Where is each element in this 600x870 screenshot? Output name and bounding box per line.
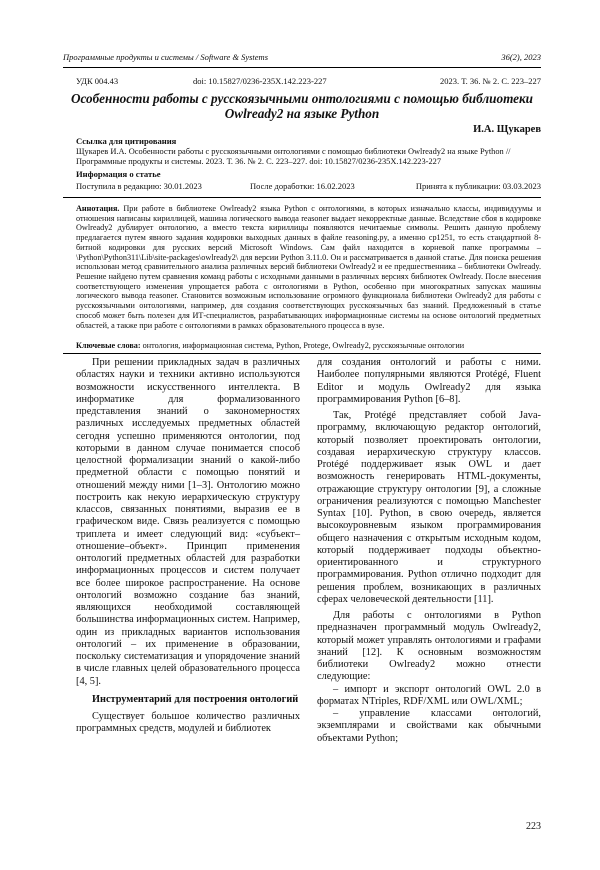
citation-text: Щукарев И.А. Особенности работы с русскоязычными онтологиями с помощью библиотеки Owlready2 на языке Python // Программные продукты и системы. 2023. Т. 36. № 2. С. 223–227. doi: 10.15827/0236-235X.142.223-227	[76, 147, 511, 167]
body-left-column	[76, 357, 300, 736]
keywords	[76, 341, 541, 350]
list-item: – управление классами онтологий, экземплярами и свойствами как обычными объектами Python;	[317, 708, 541, 744]
author: И.А. Щукарев	[473, 124, 541, 135]
accepted-date: Принята к публикации: 03.03.2023	[415, 181, 541, 191]
abstract-text: При работе в библиотеке Owlready2 языка Python с онтологиями, в которых изначально классы, индивидуумы и отношения написаны кириллицей, машина логического вывода reasoner выдает некорректные данные. Вследствие сбоя в кодировке Owlready2 дублирует онтологию, а вместо текста кириллицы появляются нечитаемые символы. Решить данную проблему предлагается путем явного задания кодировки выходных данных в файле reasoning.py, а именно cp1251, то есть стандартной 8-битной кодировки для русских версий Microsoft Windows. Сам файл находится в корневой папке программы – \Python\Python311\Lib\site-packages\owlready2\ для версии Python 3.11.0. Он и рассматривается в данной статье. Для поиска решения использован метод сравнительного анализа различных версий библиотеки Owlready2 и ее предшественника – библиотеки Owlready. Решение найдено путем сравнения команд работы с исходными данными в различных версиях библиотек Owlready. После внесения соответствующего изменения упрощается работа с онтологиями в Python, особенно при многократных запусках машины логического вывода reasoner. Становится возможным использование огромного функционала библиотеки Owlready2 для работы с русскоязычными онтологиями, например, для создания соответствующих русскоязычных баз знаний. Предложенный в статье способ может быть полезен для ИТ-специалистов, разрабатывающих информационные системы на основе онтологий предметных областей, а также при работе с онтологиями в рамках образовательного процесса в вузе.	[76, 204, 542, 330]
doi: doi: 10.15827/0236-235X.142.223-227	[193, 76, 327, 86]
volume-pages: 2023. Т. 36. № 2. С. 223–227	[440, 76, 541, 86]
body-right-column	[317, 357, 541, 745]
page-number: 223	[526, 821, 541, 832]
keywords-text: онтология, информационная система, Python, Protege, Owlready2, русскоязычные онтологии	[142, 341, 465, 350]
journal-issue: 36(2), 2023	[501, 52, 541, 62]
revised-date: После доработки: 16.02.2023	[250, 181, 355, 191]
paragraph: Для работы с онтологиями в Python предназначен программный модуль Owlready2, который может управлять онтологиями и графами знаний [12]. К основным возможностям библиотеки Owlready2 можно отнести следующие:	[317, 610, 541, 683]
paragraph: Существует большое количество различных программных средств, модулей и библиотек	[76, 711, 300, 735]
section-heading: Инструментарий для построения онтологий	[92, 693, 299, 705]
article-title: Особенности работы с русскоязычными онтологиями с помощью библиотеки Owlready2 на языке Python	[70, 91, 534, 121]
abstract-label: Аннотация.	[76, 204, 120, 213]
journal-header	[63, 52, 541, 62]
citation-heading: Ссылка для цитирования	[76, 136, 177, 146]
paragraph: для создания онтологий и работы с ними. Наиболее популярными являются Protégé, Fluent Editor и модуль Owlready2 для языка программирования Python [6–8].	[317, 357, 541, 405]
abstract-bottom-rule	[63, 353, 541, 354]
received-date: Поступила в редакцию: 30.01.2023	[76, 181, 202, 191]
paragraph: При решении прикладных задач в различных областях науки и техники активно используются возможности искусственного интеллекта. В информатике для формализованного представления знаний о закономерностях различных исследуемых предметных областей сегодня успешно применяются онтологии, под которыми в данном случае понимается способ целостной формализации знаний о какой-либо предметной области с помощью понятий и отношений между ними [1–3]. Онтологию можно построить как некую иерархическую структуру классов, связанных понятиями, выразив ее в графическом виде. Связь реализуется с помощью триплета и имеет следующий вид: «субъект–отношение–объект». Принцип применения онтологий предметных областей для разработки информационных процессов и систем получает все более широкое распространение. На основе онтологий возможно создание баз знаний, являющихся необходимой составляющей большинства информационных систем. Например, один из прикладных вариантов использования онтологий – их применение в образовании, поскольку систематизация и упорядочение знаний в числе главных целей образовательного процесса [4, 5].	[76, 357, 300, 687]
keywords-label: Ключевые слова:	[76, 341, 141, 350]
article-info-heading: Информация о статье	[76, 169, 161, 179]
abstract	[76, 204, 541, 330]
paragraph: Так, Protégé представляет собой Java-программу, включающую редактор онтологий, который позволяет проектировать онтологии, создавая иерархическую структуру классов. Protégé поддерживает язык OWL и дает возможность генерировать HTML-документы, отражающие структуру онтологии [9], а сложные ограничения реализуются с помощью Manchester Syntax [10]. Python, в свою очередь, является высокоуровневым языком программирования общего назначения с открытым исходным кодом, который поддерживает подходы объектно-ориентированного и структурного программирования. Python отлично подходит для решения проблем, возникающих в различных сферах человеческой деятельности [11].	[317, 410, 541, 605]
abstract-top-rule	[63, 197, 541, 198]
list-item: – импорт и экспорт онтологий OWL 2.0 в форматах NTriples, RDF/XML или OWL/XML;	[317, 683, 541, 707]
header-rule	[63, 67, 541, 68]
journal-name: Программные продукты и системы / Software & Systems	[63, 52, 269, 62]
udk: УДК 004.43	[76, 76, 119, 86]
